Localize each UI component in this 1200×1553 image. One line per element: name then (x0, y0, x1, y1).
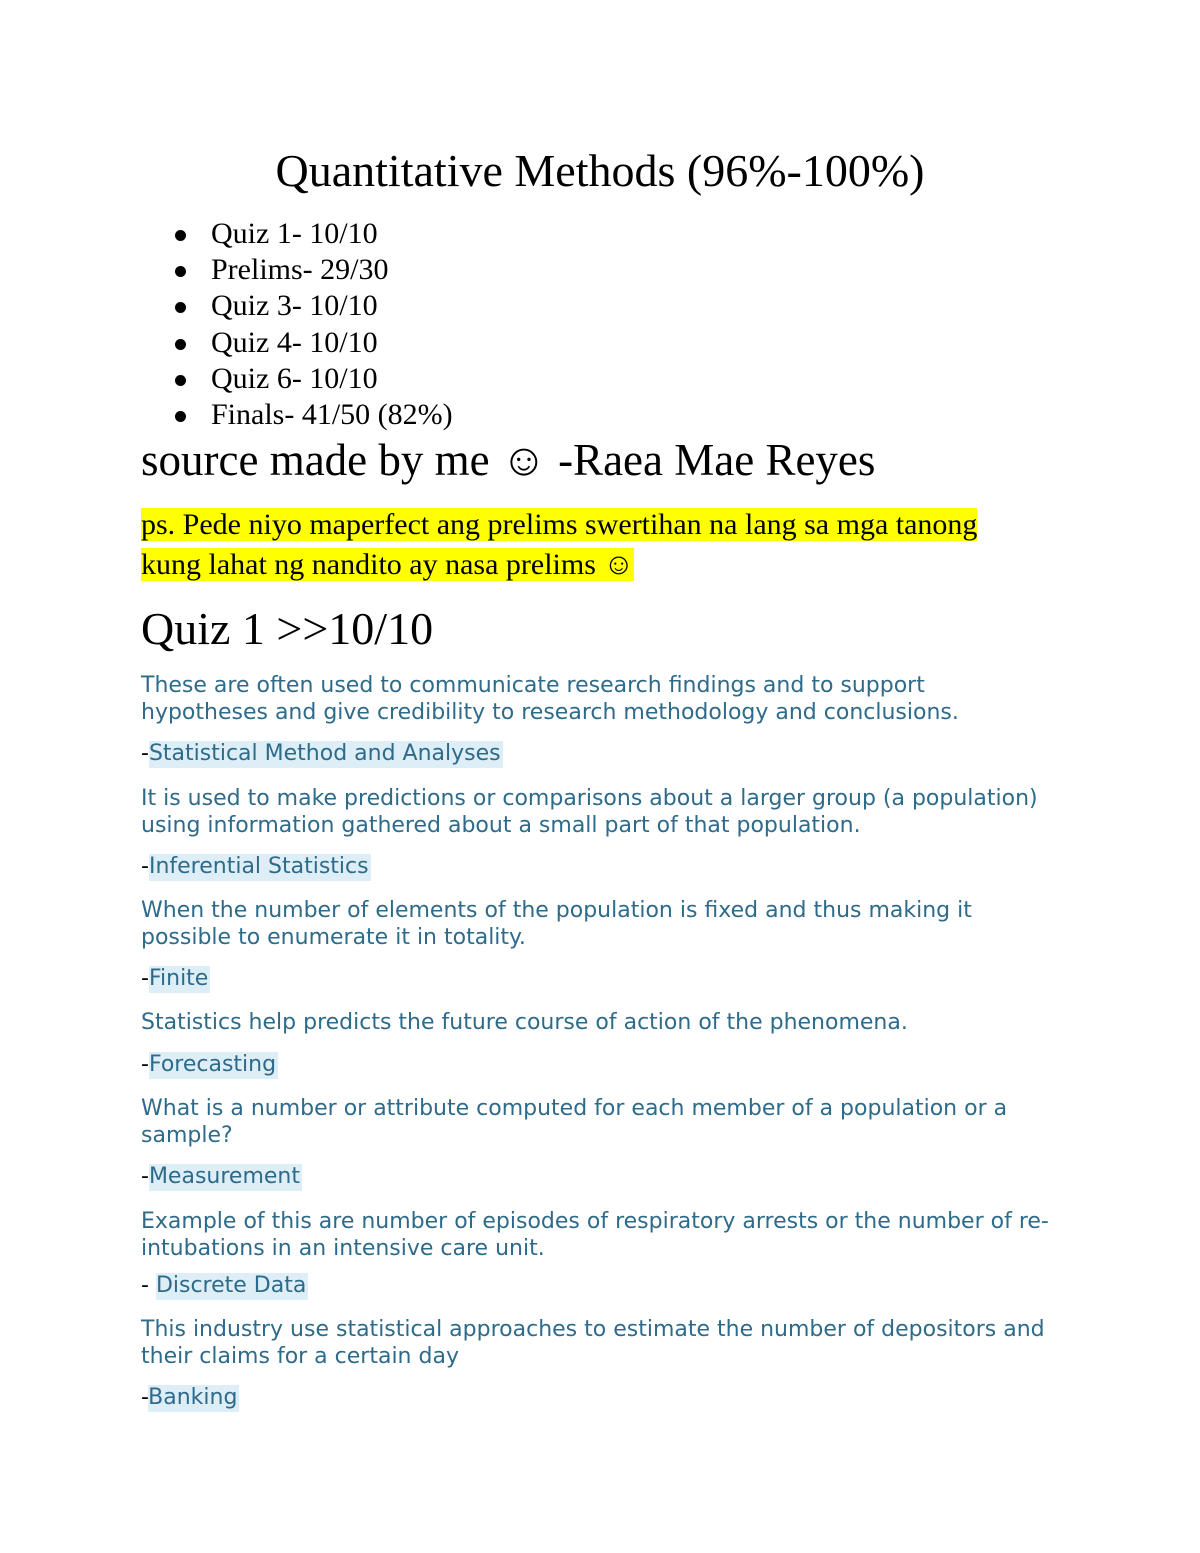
grade-text: Quiz 1- 10/10 (211, 217, 378, 250)
question-text: It is used to make predictions or comparisons about a larger group (a population) using information gathered about a small part of that population. (141, 786, 1038, 838)
grade-item (172, 288, 453, 324)
grade-text: Finals- 41/50 (82%) (211, 397, 453, 431)
bullet-icon (175, 375, 186, 386)
bullet-icon (175, 266, 186, 277)
question-text: When the number of elements of the population is fixed and thus making it possible to enumerate it in totality. (141, 898, 972, 950)
answer-dash: - (141, 854, 149, 879)
grade-text: Quiz 6- 10/10 (211, 361, 378, 395)
question-text: Example of this are number of episodes of respiratory arrests or the number of re-intubations in an intensive care unit. (141, 1209, 1049, 1261)
answer-line (141, 1050, 278, 1080)
grade-item (172, 397, 453, 433)
answer-dash: - (141, 1164, 149, 1189)
answer-line (141, 964, 210, 994)
question-text: This industry use statistical approaches to estimate the number of depositors and their claims for a certain day (141, 1317, 1045, 1369)
bullet-icon (175, 302, 186, 313)
grade-item (172, 325, 453, 361)
bullet-icon (175, 339, 186, 350)
answer-text: Measurement (148, 1164, 300, 1189)
ps-note (141, 505, 1041, 585)
ps-note-text: ps. Pede niyo maperfect ang prelims swertihan na lang sa mga tanong kung lahat ng nandito ay nasa prelims ☺ (141, 508, 978, 581)
source-note: source made by me ☺ -Raea Mae Reyes (141, 435, 876, 485)
question-text: Statistics help predicts the future course of action of the phenomena. (141, 1010, 908, 1035)
answer-dash: - (141, 741, 149, 766)
answer-line (141, 852, 371, 882)
document-title: Quantitative Methods (96%-100%) (275, 145, 925, 196)
answer-line (141, 1271, 308, 1301)
grade-text: Prelims- 29/30 (211, 253, 389, 287)
grades-list (172, 216, 453, 433)
answer-text: Banking (148, 1385, 238, 1410)
answer-dash: - (141, 1385, 149, 1410)
bullet-icon (175, 411, 186, 422)
grade-text: Quiz 3- 10/10 (211, 289, 378, 323)
bullet-icon (175, 230, 186, 241)
question-text: What is a number or attribute computed for each member of a population or a sample? (141, 1096, 1008, 1148)
answer-line (141, 1162, 302, 1192)
answer-text: Forecasting (148, 1052, 277, 1077)
answer-text: Statistical Method and Analyses (148, 741, 501, 766)
question-text: These are often used to communicate research findings and to support hypotheses and give credibility to research methodology and conclusions. (141, 673, 959, 725)
answer-text: Inferential Statistics (148, 854, 369, 879)
answer-text: Finite (148, 966, 209, 991)
answer-line (141, 1383, 239, 1413)
grade-item (172, 361, 453, 397)
grade-item (172, 252, 453, 288)
quiz-heading: Quiz 1 >>10/10 (141, 603, 434, 654)
answer-text: Discrete Data (155, 1273, 307, 1298)
grade-item (172, 216, 453, 252)
answer-line (141, 739, 503, 769)
grade-text: Quiz 4- 10/10 (211, 325, 378, 359)
answer-dash: - (141, 1052, 149, 1077)
answer-dash: - (141, 966, 149, 991)
answer-dash: - (141, 1273, 156, 1298)
